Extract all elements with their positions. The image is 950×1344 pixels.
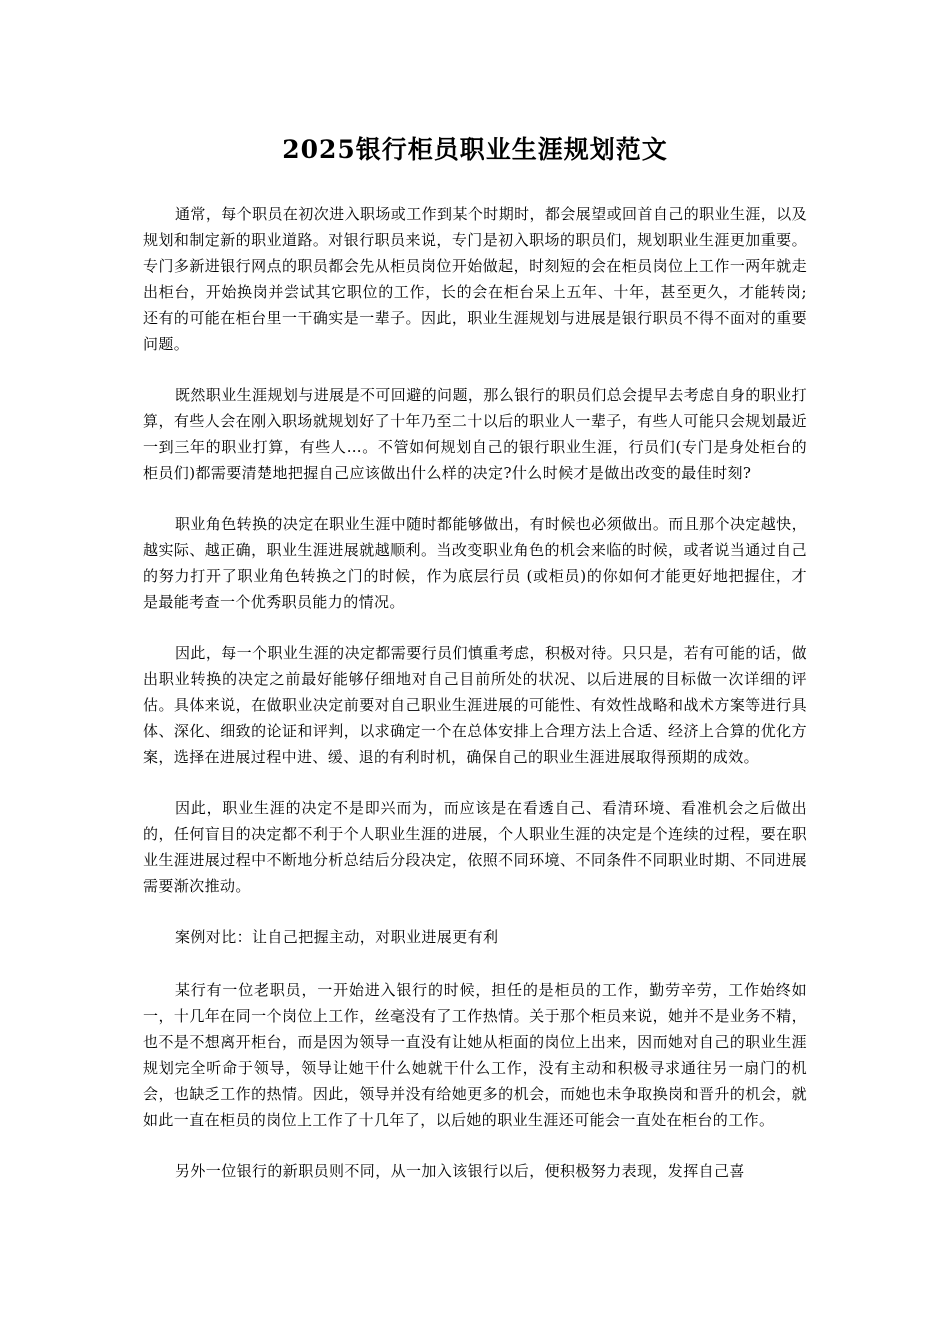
paragraph: 某行有一位老职员，一开始进入银行的时候，担任的是柜员的工作，勤劳辛劳，工作始终如一，十几年在同一个岗位上工作，丝毫没有了工作热情。关于那个柜员来说，她并不是业务不精，也不是不想离开柜台，而是因为领导一直没有让她从柜面的岗位上出来，因而她对自己的职业生涯规划完全听命于领导，领导让她干什么她就干什么工作，没有主动和积极寻求通往另一扇门的机会，也缺乏工作的热情。因此，领导并没有给她更多的机会，而她也未争取换岗和晋升的机会，就如此一直在柜员的岗位上工作了十几年了，以后她的职业生涯还可能会一直处在柜台的工作。 xyxy=(143,981,807,1129)
paragraph: 因此，职业生涯的决定不是即兴而为，而应该是在看透自己、看清环境、看准机会之后做出的，任何盲目的决定都不利于个人职业生涯的进展，个人职业生涯的决定是个连续的过程，要在职业生涯进展过程中不断地分析总结后分段决定，依照不同环境、不同条件不同职业时期、不同进展需要渐次推动。 xyxy=(143,799,807,895)
paragraph: 因此，每一个职业生涯的决定都需要行员们慎重考虑，积极对待。只只是，若有可能的话，做出职业转换的决定之前最好能够仔细地对自己目前所处的状况、以后进展的目标做一次详细的评估。具体来说，在做职业决定前要对自己职业生涯进展的可能性、有效性战略和战术方案等进行具体、深化、细致的论证和评判，以求确定一个在总体安排上合理方法上合适、经济上合算的优化方案，选择在进展过程中进、缓、退的有利时机，确保自己的职业生涯进展取得预期的成效。 xyxy=(143,644,807,766)
paragraph: 职业角色转换的决定在职业生涯中随时都能够做出，有时候也必须做出。而且那个决定越快，越实际、越正确，职业生涯进展就越顺利。当改变职业角色的机会来临的时候，或者说当通过自己的努力打开了职业角色转换之门的时候，作为底层行员 (或柜员)的你如何才能更好地把握住，才是最能考查一个优秀职员能力的情况。 xyxy=(143,515,807,611)
paragraph: 既然职业生涯规划与进展是不可回避的问题，那么银行的职员们总会提早去考虑自身的职业打算，有些人会在刚入职场就规划好了十年乃至二十以后的职业人一辈子，有些人可能只会规划最近一到三年的职业打算，有些人…。不管如何规划自己的银行职业生涯，行员们(专门是身处柜台的柜员们)都需要清楚地把握自己应该做出什么样的决定?什么时候才是做出改变的最佳时刻? xyxy=(143,386,807,482)
paragraph: 通常，每个职员在初次进入职场或工作到某个时期时，都会展望或回首自己的职业生涯，以及规划和制定新的职业道路。对银行职员来说，专门是初入职场的职员们，规划职业生涯更加重要。专门多新进银行网点的职员都会先从柜员岗位开始做起，时刻短的会在柜员岗位上工作一两年就走出柜台，开始换岗并尝试其它职位的工作，长的会在柜台呆上五年、十年，甚至更久，才能转岗;还有的可能在柜台里一干确实是一辈子。因此，职业生涯规划与进展是银行职员不得不面对的重要问题。 xyxy=(143,205,807,353)
document-body xyxy=(143,201,807,1184)
page-title: 2025银行柜员职业生涯规划范文 xyxy=(282,135,668,164)
document-page xyxy=(143,0,807,1209)
paragraph: 另外一位银行的新职员则不同，从一加入该银行以后，便积极努力表现，发挥自己喜 xyxy=(175,1162,745,1180)
case-heading: 案例对比：让自己把握主动，对职业进展更有利 xyxy=(175,928,499,946)
